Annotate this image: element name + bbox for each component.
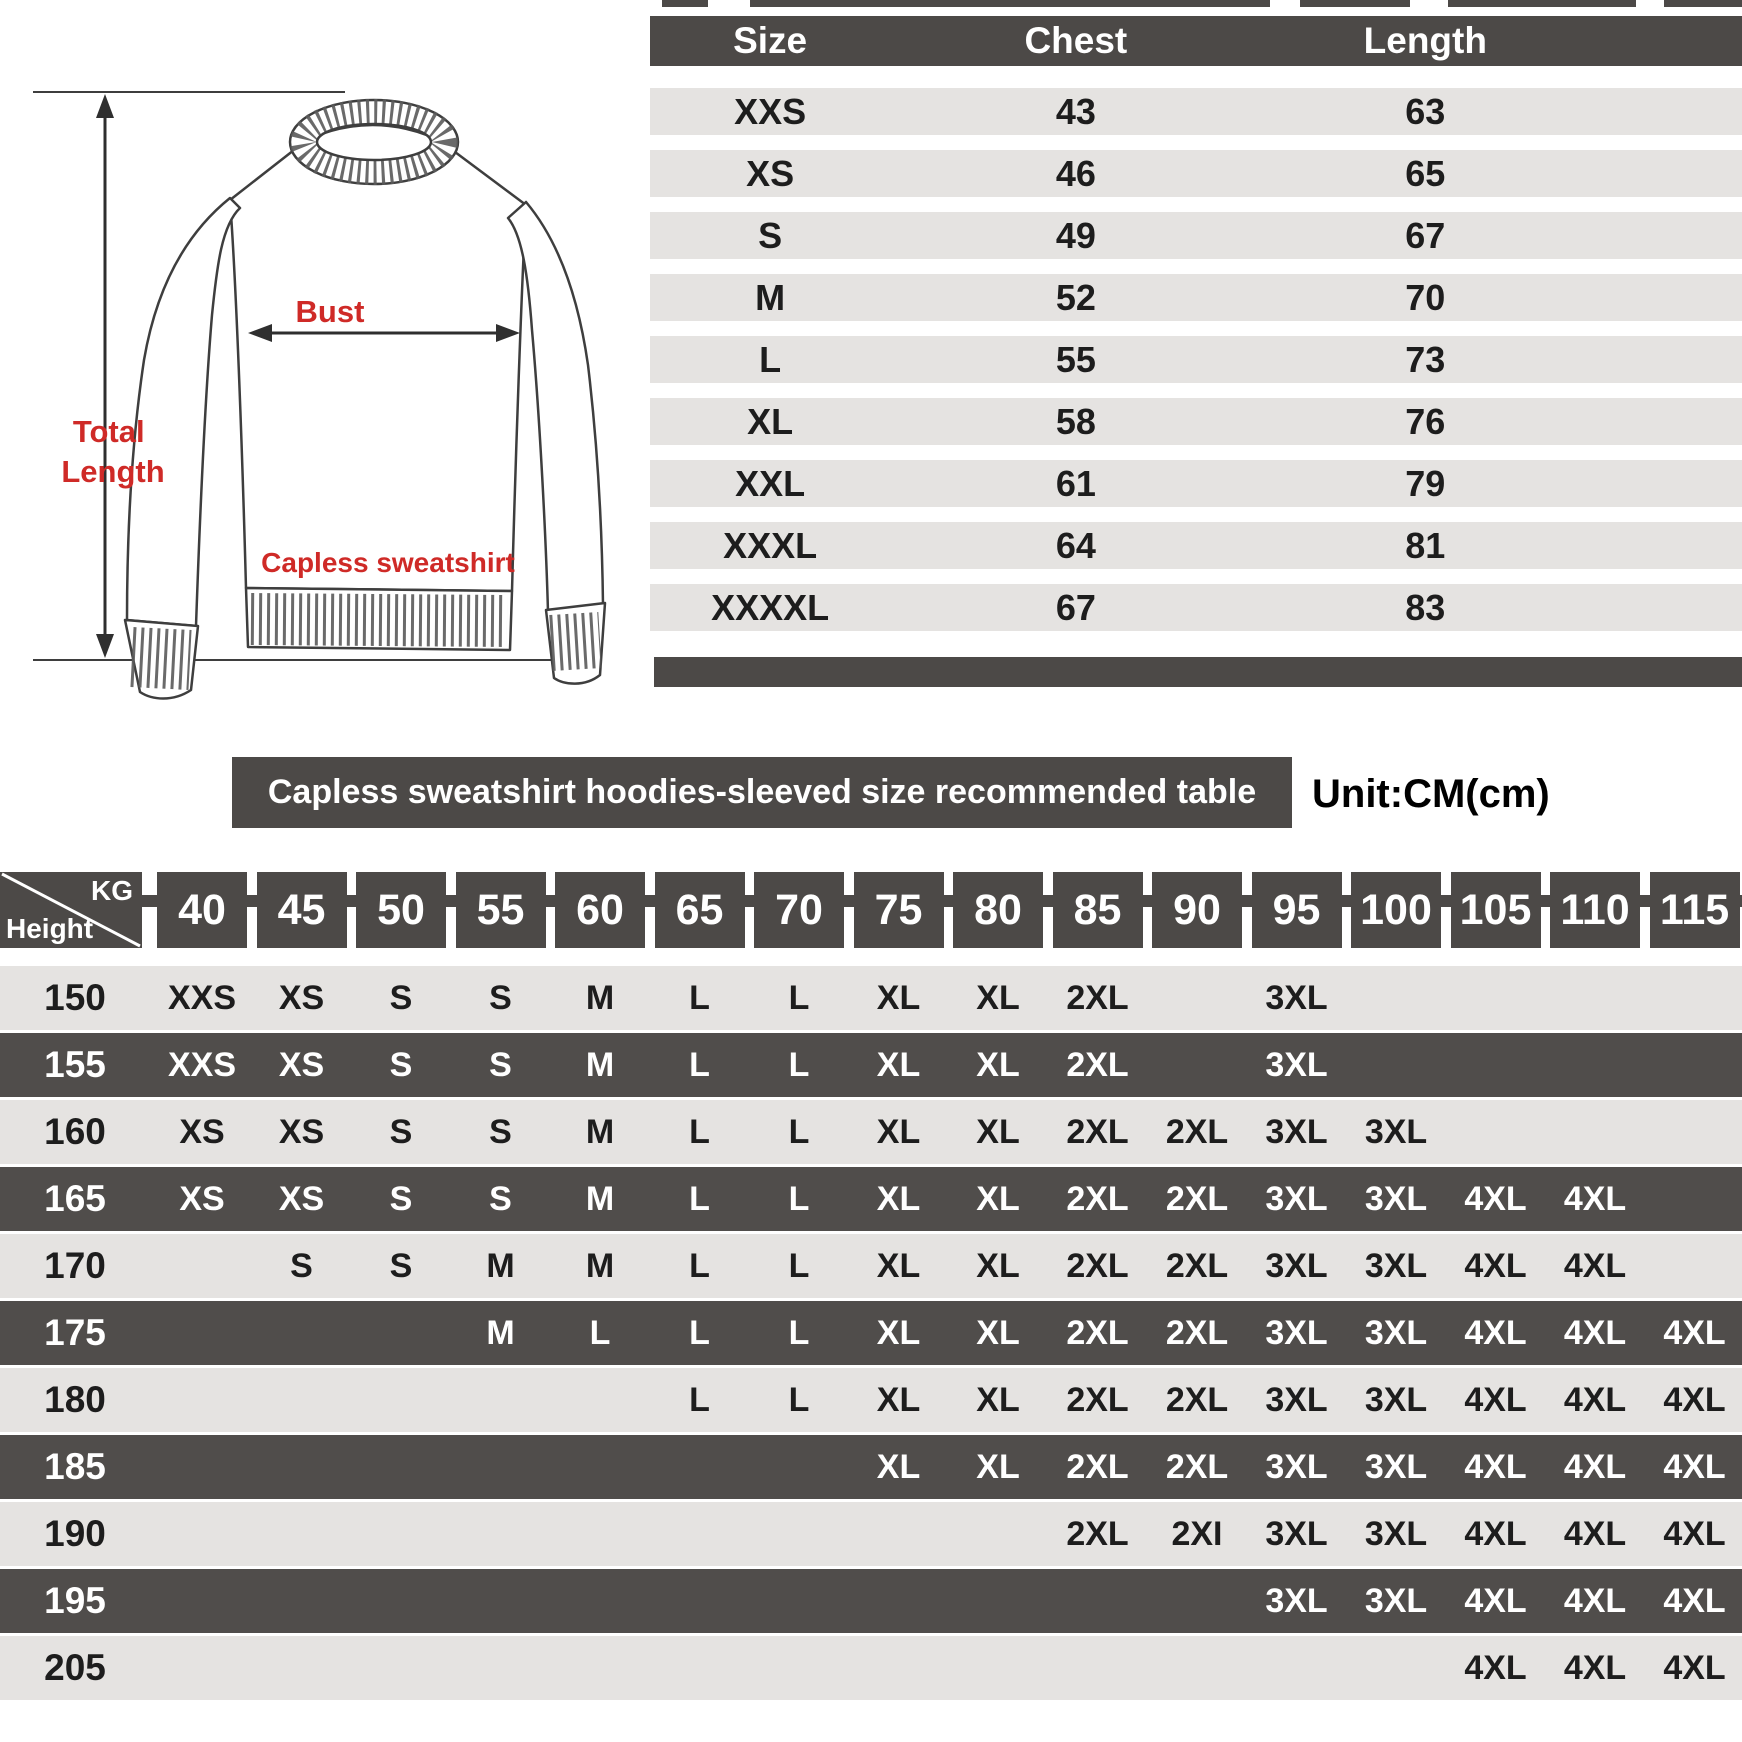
size-cell: XXXL	[723, 525, 818, 566]
unit-label: Unit:CM(cm)	[1312, 772, 1550, 816]
chest-cell: 52	[1055, 277, 1096, 318]
chest-cell: 58	[1055, 401, 1096, 442]
size-recommendation-cell: 3XL	[1364, 1180, 1428, 1218]
size-recommendation-cell: S	[489, 1180, 512, 1218]
length-cell: 83	[1405, 587, 1446, 628]
kg-header-cell: 90	[1152, 872, 1242, 948]
size-recommendation-cell: 4XL	[1563, 1247, 1627, 1285]
size-recommendation-cell: 3XL	[1364, 1582, 1428, 1620]
length-cell: 63	[1405, 91, 1446, 132]
size-recommendation-cell: L	[788, 1180, 810, 1218]
size-cell: XS	[746, 153, 795, 194]
size-table	[650, 16, 1742, 694]
size-recommendation-cell: 4XL	[1464, 1381, 1527, 1419]
size-recommendation-cell: L	[788, 1247, 810, 1285]
chest-column-header: Chest	[1024, 20, 1128, 61]
size-table-row	[650, 212, 1742, 259]
size-table-row	[650, 150, 1742, 197]
size-recommendation-cell: M	[486, 1314, 515, 1352]
size-recommendation-cell: XS	[278, 1113, 325, 1151]
size-recommendation-cell: L	[589, 1314, 611, 1352]
size-recommendation-cell: 4XL	[1663, 1649, 1726, 1687]
size-recommendation-cell: 2XI	[1171, 1515, 1223, 1553]
size-recommendation-cell: 4XL	[1464, 1180, 1527, 1218]
size-table-row	[650, 336, 1742, 383]
matrix-row	[0, 1301, 1742, 1365]
size-recommendation-cell: XL	[876, 1180, 921, 1218]
size-recommendation-cell: 4XL	[1663, 1381, 1726, 1419]
size-recommendation-cell: S	[389, 1180, 413, 1218]
length-cell: 79	[1405, 463, 1446, 504]
length-cell: 65	[1405, 153, 1446, 194]
size-recommendation-cell: S	[290, 1247, 313, 1285]
size-recommendation-cell: 4XL	[1464, 1247, 1527, 1285]
size-recommendation-cell: 4XL	[1663, 1582, 1726, 1620]
height-label: 165	[44, 1178, 106, 1219]
matrix-row	[0, 1368, 1742, 1432]
size-recommendation-cell: XS	[278, 1180, 325, 1218]
kg-header-cell: 45	[257, 872, 347, 948]
size-recommendation-cell: XS	[278, 1046, 325, 1084]
size-recommendation-cell: XL	[976, 1113, 1020, 1151]
top-edge-bar-fragment	[1448, 0, 1636, 7]
top-edge-bar-fragment	[750, 0, 1270, 7]
size-recommendation-cell: M	[585, 1247, 615, 1285]
size-recommendation-cell: 3XL	[1265, 1582, 1328, 1620]
height-label: 190	[44, 1513, 106, 1554]
size-recommendation-cell: 2XL	[1066, 1113, 1129, 1151]
length-cell: 70	[1405, 277, 1446, 318]
size-table-row	[650, 460, 1742, 507]
size-recommendation-cell: 2XL	[1066, 1381, 1129, 1419]
size-recommendation-cell: 4XL	[1563, 1649, 1627, 1687]
matrix-corner-cell	[0, 872, 142, 948]
arrowhead-up	[96, 94, 114, 118]
size-recommendation-cell: S	[389, 1247, 413, 1285]
top-edge-bar-fragment	[1300, 0, 1410, 7]
size-recommendation-cell: 4XL	[1563, 1582, 1627, 1620]
size-recommendation-cell: 2XL	[1066, 1515, 1129, 1553]
size-recommendation-cell: XL	[876, 979, 921, 1017]
size-recommendation-cell: S	[389, 1113, 413, 1151]
size-cell: L	[759, 339, 782, 380]
size-recommendation-cell: 3XL	[1265, 1448, 1328, 1486]
length-column-header: Length	[1363, 20, 1487, 61]
size-cell: XXS	[734, 91, 807, 132]
size-recommendation-cell: 3XL	[1364, 1314, 1428, 1352]
size-recommendation-cell: 3XL	[1364, 1381, 1428, 1419]
size-recommendation-cell: XL	[876, 1113, 921, 1151]
size-recommendation-cell: XXS	[167, 1046, 237, 1084]
size-recommendation-cell: L	[689, 979, 710, 1017]
size-recommendation-cell: 3XL	[1265, 1180, 1328, 1218]
size-table-header	[650, 16, 1742, 66]
size-recommendation-cell: 4XL	[1563, 1180, 1627, 1218]
size-table-row	[650, 584, 1742, 631]
size-recommendation-cell: 2XL	[1066, 979, 1129, 1017]
kg-header-cell: 40	[157, 872, 247, 948]
length-cell: 76	[1405, 401, 1446, 442]
kg-header-cell: 100	[1351, 872, 1441, 948]
size-recommendation-cell: 3XL	[1364, 1113, 1428, 1151]
size-cell: S	[758, 215, 783, 256]
size-recommendation-cell: L	[689, 1046, 710, 1084]
size-recommendation-cell: XS	[278, 979, 325, 1017]
length-cell: 67	[1405, 215, 1446, 256]
size-recommendation-cell: XS	[179, 1180, 225, 1218]
kg-header-cell: 50	[356, 872, 446, 948]
matrix-row	[0, 1569, 1742, 1633]
size-recommendation-cell: XL	[976, 979, 1020, 1017]
length-cell: 73	[1405, 339, 1446, 380]
banner-title: Capless sweatshirt hoodies-sleeved size recommended table	[267, 773, 1257, 811]
kg-header-cell: 55	[456, 872, 546, 948]
kg-header-cell: 65	[655, 872, 745, 948]
size-table-row	[650, 522, 1742, 569]
size-recommendation-cell: 2XL	[1066, 1180, 1129, 1218]
matrix-row	[0, 966, 1742, 1030]
chest-cell: 49	[1055, 215, 1096, 256]
size-recommendation-cell: 4XL	[1563, 1381, 1627, 1419]
kg-header-cell: 60	[555, 872, 645, 948]
height-label: 160	[44, 1111, 106, 1152]
size-recommendation-cell: 2XL	[1066, 1247, 1129, 1285]
kg-header-cell: 70	[754, 872, 844, 948]
size-recommendation-cell: L	[689, 1247, 710, 1285]
size-recommendation-cell: 4XL	[1563, 1314, 1627, 1352]
size-recommendation-cell: 4XL	[1563, 1515, 1627, 1553]
size-recommendation-cell: XL	[976, 1314, 1020, 1352]
height-label: 150	[44, 977, 106, 1018]
size-recommendation-cell: 2XL	[1165, 1180, 1229, 1218]
matrix-row	[0, 1435, 1742, 1499]
size-recommendation-cell: 3XL	[1265, 1381, 1328, 1419]
size-recommendation-cell: 2XL	[1165, 1247, 1229, 1285]
size-column-header: Size	[733, 20, 808, 61]
chest-cell: 61	[1055, 463, 1096, 504]
size-recommendation-cell: XL	[976, 1247, 1020, 1285]
size-recommendation-cell: 4XL	[1464, 1314, 1527, 1352]
size-recommendation-cell: XL	[976, 1448, 1020, 1486]
total-length-label: Total Length	[61, 414, 165, 489]
size-recommendation-cell: 2XL	[1165, 1113, 1229, 1151]
matrix-row	[0, 1502, 1742, 1566]
size-recommendation-cell: 4XL	[1563, 1448, 1627, 1486]
size-recommendation-cell: 3XL	[1265, 1314, 1328, 1352]
size-recommendation-cell: M	[585, 1046, 615, 1084]
kg-header-cell: 115	[1650, 872, 1740, 948]
height-label: 155	[44, 1044, 106, 1085]
size-recommendation-cell: M	[585, 1180, 615, 1218]
size-recommendation-cell: 2XL	[1066, 1046, 1129, 1084]
size-recommendation-cell: 3XL	[1265, 1113, 1328, 1151]
sweatshirt-left-sleeve	[127, 198, 240, 626]
size-recommendation-cell: 3XL	[1265, 1515, 1328, 1553]
size-recommendation-cell: M	[585, 979, 615, 1017]
height-label: 205	[44, 1647, 106, 1688]
size-recommendation-cell: XL	[876, 1247, 921, 1285]
size-recommendation-cell: L	[788, 1046, 810, 1084]
size-cell: XL	[747, 401, 794, 442]
size-recommendation-cell: 2XL	[1066, 1448, 1129, 1486]
kg-header-cell: 80	[953, 872, 1043, 948]
size-recommendation-cell: S	[389, 1046, 413, 1084]
height-label: 185	[44, 1446, 106, 1487]
height-weight-matrix	[0, 872, 1742, 1712]
size-recommendation-cell: M	[486, 1247, 515, 1285]
height-label: 170	[44, 1245, 106, 1286]
size-table-row	[650, 88, 1742, 135]
size-cell: XXL	[735, 463, 806, 504]
size-recommendation-cell: L	[788, 1113, 810, 1151]
size-table-row	[650, 398, 1742, 445]
size-recommendation-cell: 2XL	[1165, 1448, 1229, 1486]
size-recommendation-cell: 4XL	[1464, 1582, 1527, 1620]
chest-cell: 55	[1055, 339, 1096, 380]
size-recommendation-cell: 4XL	[1663, 1314, 1726, 1352]
sweatshirt-measurement-diagram	[0, 60, 650, 710]
chest-cell: 67	[1055, 587, 1096, 628]
arrowhead-down	[96, 634, 114, 658]
kg-header-cell: 75	[854, 872, 944, 948]
height-label: 175	[44, 1312, 106, 1353]
chest-cell: 43	[1055, 91, 1096, 132]
size-recommendation-cell: XL	[876, 1448, 921, 1486]
kg-corner-label: KG	[91, 875, 133, 906]
size-recommendation-cell: S	[489, 1046, 512, 1084]
chest-cell: 46	[1055, 153, 1096, 194]
size-table-row	[650, 274, 1742, 321]
kg-header-cell: 95	[1252, 872, 1342, 948]
size-recommendation-cell: 4XL	[1464, 1649, 1527, 1687]
bust-label: Bust	[295, 294, 365, 329]
size-recommendation-cell: L	[689, 1180, 710, 1218]
size-recommendation-cell: 2XL	[1066, 1314, 1129, 1352]
size-cell: XXXXL	[711, 587, 830, 628]
height-corner-label: Height	[6, 913, 94, 944]
size-recommendation-cell: XXS	[167, 979, 237, 1017]
size-recommendation-cell: 3XL	[1265, 1247, 1328, 1285]
size-recommendation-cell: 4XL	[1464, 1448, 1527, 1486]
matrix-row	[0, 1636, 1742, 1700]
product-label: Capless sweatshirt	[261, 547, 515, 578]
size-recommendation-cell: 3XL	[1364, 1247, 1428, 1285]
size-recommendation-cell: XL	[976, 1180, 1020, 1218]
size-cell: M	[755, 277, 786, 318]
matrix-row	[0, 1234, 1742, 1298]
size-recommendation-cell: L	[689, 1381, 710, 1419]
kg-header-cell: 110	[1550, 872, 1640, 948]
size-recommendation-cell: 3XL	[1265, 1046, 1328, 1084]
size-recommendation-cell: XL	[876, 1381, 921, 1419]
matrix-row	[0, 1167, 1742, 1231]
size-recommendation-cell: 3XL	[1265, 979, 1328, 1017]
kg-header-cell: 105	[1451, 872, 1541, 948]
size-recommendation-cell: XL	[976, 1381, 1020, 1419]
size-recommendation-cell: L	[689, 1113, 710, 1151]
top-edge-bar-fragment	[662, 0, 708, 7]
matrix-row	[0, 1033, 1742, 1097]
size-recommendation-cell: 4XL	[1663, 1515, 1726, 1553]
size-recommendation-cell: XL	[876, 1314, 921, 1352]
height-label: 180	[44, 1379, 106, 1420]
size-recommendation-cell: 4XL	[1464, 1515, 1527, 1553]
size-recommendation-cell: L	[788, 1381, 810, 1419]
size-recommendation-cell: S	[389, 979, 413, 1017]
matrix-row	[0, 1100, 1742, 1164]
size-recommendation-cell: 3XL	[1364, 1515, 1428, 1553]
height-label: 195	[44, 1580, 106, 1621]
chest-cell: 64	[1055, 525, 1096, 566]
size-table-footer-bar	[654, 657, 1742, 687]
top-edge-bar-fragment	[1664, 0, 1742, 7]
size-recommendation-cell: M	[585, 1113, 615, 1151]
size-recommendation-cell: XS	[179, 1113, 225, 1151]
size-recommendation-cell: 2XL	[1165, 1381, 1229, 1419]
size-recommendation-cell: L	[788, 979, 810, 1017]
length-cell: 81	[1405, 525, 1446, 566]
size-recommendation-cell: 4XL	[1663, 1448, 1726, 1486]
size-recommendation-cell: L	[788, 1314, 810, 1352]
size-recommendation-cell: XL	[876, 1046, 921, 1084]
size-recommendation-cell: XL	[976, 1046, 1020, 1084]
recommendation-banner	[232, 757, 1292, 828]
size-recommendation-cell: 2XL	[1165, 1314, 1229, 1352]
size-recommendation-cell: S	[489, 1113, 512, 1151]
kg-header-cell: 85	[1053, 872, 1143, 948]
size-recommendation-cell: S	[489, 979, 512, 1017]
size-recommendation-cell: L	[689, 1314, 710, 1352]
size-recommendation-cell: 3XL	[1364, 1448, 1428, 1486]
